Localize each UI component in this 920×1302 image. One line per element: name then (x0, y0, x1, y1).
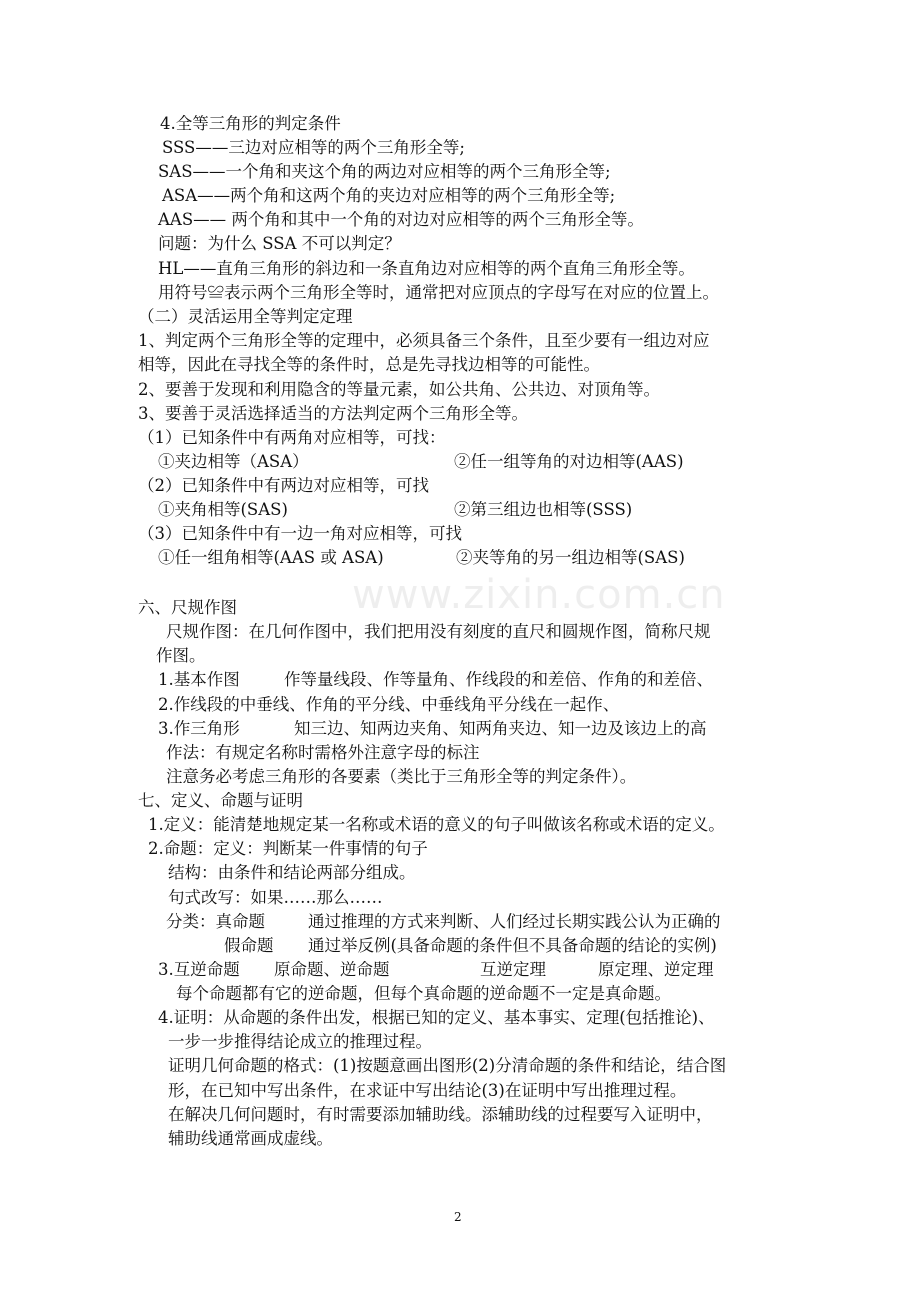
text-line: 3、要善于灵活选择适当的方法判定两个三角形全等。 (138, 404, 528, 423)
text-line: 4.证明：从命题的条件出发，根据已知的定义、基本事实、定理(包括推论)、 (158, 1008, 715, 1027)
text-line: ASA——两个角和这两个角的夹边对应相等的两个三角形全等; (162, 186, 616, 205)
text-line: 原定理、逆定理 (598, 960, 714, 979)
text-line: 4.全等三角形的判定条件 (160, 114, 341, 133)
text-line: 互逆定理 (480, 960, 546, 979)
text-line: AAS—— 两个角和其中一个角的对边对应相等的两个三角形全等。 (158, 210, 644, 229)
text-line: 3.互逆命题 (158, 960, 240, 979)
text-line: 一步一步推得结论成立的推理过程。 (168, 1032, 432, 1051)
text-line: （3）已知条件中有一边一角对应相等，可找 (138, 524, 462, 543)
text-line: ②任一组等角的对边相等(AAS) (454, 452, 684, 471)
text-line: 相等，因此在寻找全等的条件时，总是先寻找边相等的可能性。 (138, 355, 600, 374)
text-line: ①夹角相等(SAS) (158, 500, 288, 519)
section-heading: 七、定义、命题与证明 (138, 791, 303, 810)
text-line: 2、要善于发现和利用隐含的等量元素，如公共角、公共边、对顶角等。 (138, 380, 660, 399)
text-line: 形，在已知中写出条件，在求证中写出结论(3)在证明中写出推理过程。 (168, 1081, 687, 1100)
watermark-text: www.zixin.com.cn (352, 572, 726, 618)
text-line: 原命题、逆命题 (274, 960, 390, 979)
text-line: 通过举反例(具备命题的条件但不具备命题的结论的实例) (308, 936, 717, 955)
text-line: 分类：真命题 (166, 912, 265, 931)
text-line: 在解决几何问题时，有时需要添加辅助线。添辅助线的过程要写入证明中， (168, 1105, 713, 1124)
text-line: （1）已知条件中有两角对应相等，可找： (138, 428, 446, 447)
text-line: 问题：为什么 SSA 不可以判定？ (158, 234, 401, 253)
text-line: ②夹等角的另一组边相等(SAS) (456, 548, 685, 567)
text-line: ②第三组边也相等(SSS) (454, 500, 633, 519)
text-line: 3.作三角形 (158, 719, 240, 738)
text-line: 假命题 (224, 936, 274, 955)
text-line: 1、判定两个三角形全等的定理中，必须具备三个条件，且至少要有一组边对应 (138, 331, 710, 350)
text-line: ①夹边相等（ASA） (158, 452, 309, 471)
text-line: HL——直角三角形的斜边和一条直角边对应相等的两个直角三角形全等。 (158, 259, 695, 278)
text-line: 每个命题都有它的逆命题，但每个真命题的逆命题不一定是真命题。 (176, 984, 671, 1003)
text-line: 用符号≌表示两个三角形全等时，通常把对应顶点的字母写在对应的位置上。 (158, 283, 719, 302)
text-line: 证明几何命题的格式：(1)按题意画出图形(2)分清命题的条件和结论，结合图 (168, 1056, 727, 1075)
text-line: 注意务必考虑三角形的各要素（类比于三角形全等的判定条件）。 (166, 767, 637, 786)
text-line: 尺规作图：在几何作图中，我们把用没有刻度的直尺和圆规作图，简称尺规 (166, 622, 711, 641)
section-heading: （二）灵活运用全等判定定理 (138, 307, 353, 326)
text-line: 作图。 (156, 646, 206, 665)
text-line: 结构：由条件和结论两部分组成。 (168, 863, 416, 882)
text-line: SSS——三边对应相等的两个三角形全等; (162, 138, 465, 157)
text-line: 2.命题：定义：判断某一件事情的句子 (148, 839, 428, 858)
page-number: 2 (454, 1210, 462, 1224)
text-line: 通过推理的方式来判断、人们经过长期实践公认为正确的 (308, 912, 721, 931)
text-line: SAS——一个角和夹这个角的两边对应相等的两个三角形全等; (158, 162, 611, 181)
text-line: ①任一组角相等(AAS 或 ASA) (158, 548, 384, 567)
text-line: （2）已知条件中有两边对应相等，可找 (138, 476, 429, 495)
text-line: 作等量线段、作等量角、作线段的和差倍、作角的和差倍、 (284, 670, 713, 689)
text-line: 2.作线段的中垂线、作角的平分线、中垂线角平分线在一起作、 (158, 695, 620, 714)
text-line: 作法：有规定名称时需格外注意字母的标注 (166, 743, 480, 762)
text-line: 1.定义：能清楚地规定某一名称或术语的意义的句子叫做该名称或术语的定义。 (148, 815, 725, 834)
text-line: 句式改写：如果……那么…… (168, 888, 383, 907)
text-line: 辅助线通常画成虚线。 (168, 1129, 333, 1148)
section-heading: 六、尺规作图 (138, 598, 237, 617)
text-line: 知三边、知两边夹角、知两角夹边、知一边及该边上的高 (294, 719, 707, 738)
text-line: 1.基本作图 (158, 670, 240, 689)
